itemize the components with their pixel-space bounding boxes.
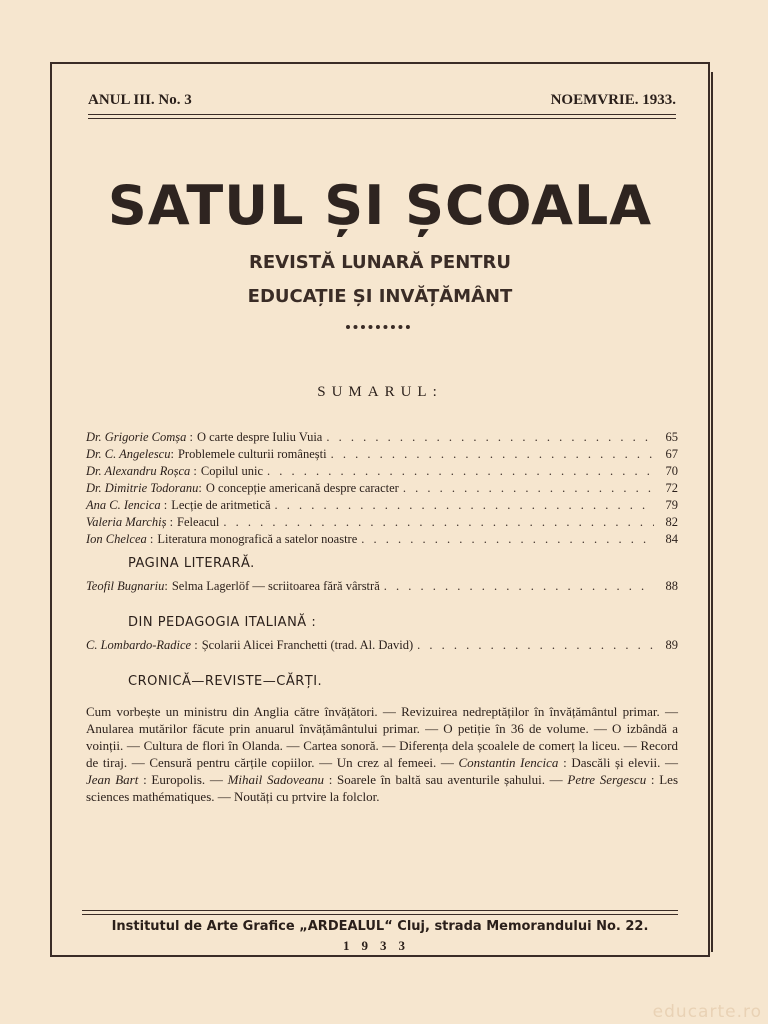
chronicle-text: : Soarele în baltă sau aventurile șahului. — xyxy=(328,772,563,787)
chronicle-author: Jean Bart xyxy=(86,772,139,787)
toc-page: 72 xyxy=(665,481,678,495)
toc-title: Lecție de aritmetică xyxy=(171,498,271,512)
toc-row: Dr. Dimitrie Todoranu : O concepție americană despre caracter . . . 72 xyxy=(86,481,678,498)
dot-leader xyxy=(384,579,654,594)
toc-author: C. Lombardo-Radice xyxy=(86,638,192,652)
table-of-contents xyxy=(86,430,678,805)
toc-author: Ana C. Iencica xyxy=(86,498,161,512)
toc-page: 70 xyxy=(665,464,678,478)
dot-leader xyxy=(403,481,654,496)
toc-author: Dr. Alexandru Roșca xyxy=(86,464,191,478)
chronicle-author: Mihail Sadoveanu xyxy=(227,772,324,787)
chronicle-text: : Les sciences mathématiques. — Noutăți cu prtvire la folclor. xyxy=(86,772,679,804)
issue-date: NOEMVRIE. 1933. xyxy=(550,92,676,108)
section-chronicle-heading: CRONICĂ—REVISTE—CĂRȚI. xyxy=(128,674,323,689)
toc-author: Ion Chelcea xyxy=(86,532,147,546)
toc-row: Teofil Bugnariu : Selma Lagerlöf — scriitoarea fără vârstră . . . 88 xyxy=(86,579,678,596)
toc-author: Dr. Dimitrie Todoranu xyxy=(86,481,199,495)
printer-footer xyxy=(82,914,678,954)
dot-leader xyxy=(417,638,654,653)
toc-author: Dr. Grigorie Comșa xyxy=(86,430,187,444)
watermark: educarte.ro xyxy=(652,1002,762,1022)
toc-page: 89 xyxy=(665,638,678,652)
chronicle-text: : Dascăli și elevii. — xyxy=(563,755,679,770)
toc-row: Ion Chelcea : Literatura monografică a satelor noastre . . . 84 xyxy=(86,532,678,549)
toc-title: Literatura monografică a satelor noastre xyxy=(157,532,358,546)
summary-heading: SUMARUL: xyxy=(317,384,443,400)
toc-title: Școlarii Alicei Franchetti (trad. Al. David) xyxy=(201,638,414,652)
toc-title: Copilul unic xyxy=(200,464,264,478)
dot-leader xyxy=(267,464,654,479)
page-frame xyxy=(50,62,710,957)
dot-leader xyxy=(361,532,654,547)
chronicle-author: Petre Sergescu xyxy=(567,772,647,787)
subtitle-line-1: REVISTĂ LUNARĂ PENTRU xyxy=(248,252,512,273)
toc-author: Dr. C. Angelescu xyxy=(86,447,171,461)
toc-page: 82 xyxy=(665,515,678,529)
toc-title: O concepție americană despre caracter xyxy=(205,481,399,495)
toc-page: 79 xyxy=(665,498,678,512)
toc-page: 84 xyxy=(665,532,678,546)
toc-row: Valeria Marchiș : Feleacul . . . 82 xyxy=(86,515,678,532)
dot-leader xyxy=(326,430,654,445)
printer-name: Institutul de Arte Grafice „ARDEALUL“ Cluj, strada Memorandului No. 22. xyxy=(111,919,649,934)
magazine-title: SATUL ȘI ȘCOALA xyxy=(107,174,653,237)
toc-page: 65 xyxy=(665,430,678,444)
section-italian-heading: DIN PEDAGOGIA ITALIANĂ : xyxy=(128,615,317,630)
chronicle-paragraph xyxy=(86,703,678,805)
chronicle-text: Cum vorbește un ministru din Anglia către învățători. — Revizuirea nedreptăților în învățământul primar. — Anularea mutărilor făcute prin anuarul învățământului primar. — O petiție în 36 de volume. — O izbândă a voinții. — Cultura de flori în Olanda. — Cartea sonoră. — Diferența dela școalele de comerț la liceu. — Record de tiraj. — Censură pentru cărțile copiilor. — Un crez al femeei. — xyxy=(86,704,678,770)
toc-title: Problemele culturii românești xyxy=(177,447,327,461)
toc-row: Ana C. Iencica : Lecție de aritmetică . . . 79 xyxy=(86,498,678,515)
toc-page: 88 xyxy=(665,579,678,593)
toc-row: C. Lombardo-Radice : Școlarii Alicei Franchetti (trad. Al. David) . . . 89 xyxy=(86,638,678,655)
chronicle-author: Constantin Iencica xyxy=(458,755,559,770)
toc-author: Teofil Bugnariu xyxy=(86,579,165,593)
issue-header xyxy=(88,92,676,115)
toc-title: O carte despre Iuliu Vuia xyxy=(196,430,323,444)
chronicle-text: : Europolis. — xyxy=(143,772,223,787)
print-year: 1933 xyxy=(343,938,417,953)
toc-row: Dr. Alexandru Roșca : Copilul unic . . . 70 xyxy=(86,464,678,481)
issue-number: ANUL III. No. 3 xyxy=(88,92,192,108)
toc-page: 67 xyxy=(665,447,678,461)
dot-leader xyxy=(275,498,655,513)
section-literary-heading: PAGINA LITERARĂ. xyxy=(128,556,255,571)
dot-leader xyxy=(223,515,654,530)
toc-row: Dr. C. Angelescu : Problemele culturii românești . . . 67 xyxy=(86,447,678,464)
ornament-divider xyxy=(346,325,410,333)
dot-leader xyxy=(331,447,654,462)
toc-author: Valeria Marchiș xyxy=(86,515,167,529)
toc-title: Selma Lagerlöf — scriitoarea fără vârstră xyxy=(171,579,380,593)
subtitle-line-2: EDUCAȚIE ȘI INVĂȚĂMÂNT xyxy=(247,286,513,307)
toc-row: Dr. Grigorie Comșa : O carte despre Iuliu Vuia . . . 65 xyxy=(86,430,678,447)
toc-title: Feleacul xyxy=(177,515,220,529)
